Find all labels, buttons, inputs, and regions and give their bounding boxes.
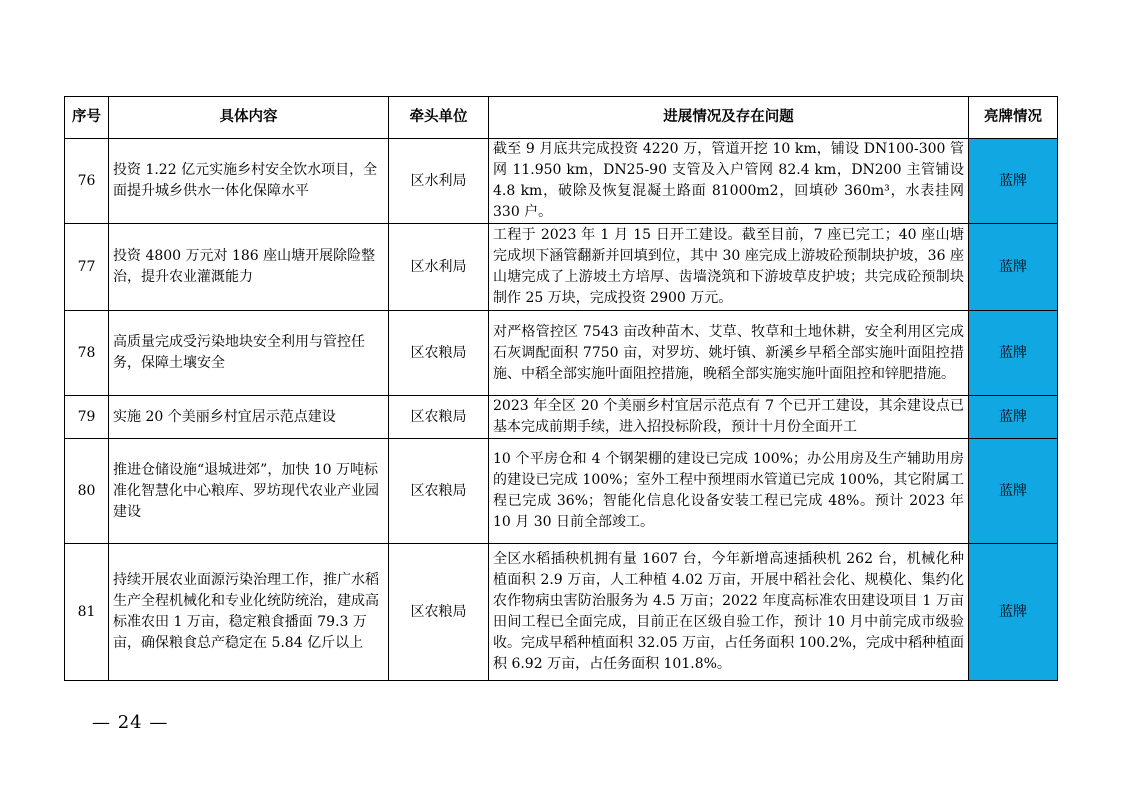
row-progress: 截至 9 月底共完成投资 4220 万，管道开挖 10 km，铺设 DN100-300 管网 11.950 km，DN25-90 支管及入户管网 82.4 km，DN200 主管铺设 4.8 km，破除及恢复混凝土路面 81000m2，回填砂 360m³，水表挂网 330 户。 <box>489 139 969 224</box>
row-content: 高质量完成受污染地块安全利用与管控任务，保障土壤安全 <box>109 311 389 396</box>
row-number: 76 <box>65 139 109 224</box>
status-badge: 蓝牌 <box>969 439 1058 544</box>
row-lead-unit: 区农粮局 <box>389 396 489 439</box>
table-row <box>65 139 1058 224</box>
table-row <box>65 544 1058 681</box>
row-number: 81 <box>65 544 109 681</box>
row-lead-unit: 区农粮局 <box>389 439 489 544</box>
table-header-row <box>65 97 1058 139</box>
status-badge: 蓝牌 <box>969 544 1058 681</box>
header-progress: 进展情况及存在问题 <box>489 97 969 139</box>
header-content: 具体内容 <box>109 97 389 139</box>
row-number: 77 <box>65 224 109 311</box>
row-progress: 2023 年全区 20 个美丽乡村宜居示范点有 7 个已开工建设，其余建设点已基本完成前期手续，进入招投标阶段，预计十月份全面开工 <box>489 396 969 439</box>
status-badge: 蓝牌 <box>969 139 1058 224</box>
row-number: 78 <box>65 311 109 396</box>
row-progress: 对严格管控区 7543 亩改种苗木、艾草、牧草和土地休耕，安全利用区完成石灰调配面积 7750 亩，对罗坊、姚圩镇、新溪乡早稻全部实施叶面阻控措施、中稻全部实施叶面阻控措施，晚稻全部实施实施叶面阻控和锌肥措施。 <box>489 311 969 396</box>
page-number: — 24 — <box>92 712 169 733</box>
header-unit: 牵头单位 <box>389 97 489 139</box>
table-row <box>65 439 1058 544</box>
row-content: 持续开展农业面源污染治理工作，推广水稻生产全程机械化和专业化统防统治，建成高标准农田 1 万亩，稳定粮食播面 79.3 万亩，确保粮食总产稳定在 5.84 亿斤以上 <box>109 544 389 681</box>
header-num: 序号 <box>65 97 109 139</box>
row-progress: 工程于 2023 年 1 月 15 日开工建设。截至目前，7 座已完工；40 座山塘完成坝下涵管翻新并回填到位，其中 30 座完成上游坡砼预制块护坡，36 座山塘完成了上游坡土方培厚、齿墙浇筑和下游坡草皮护坡；共完成砼预制块制作 25 万块，完成投资 2900 万元。 <box>489 224 969 311</box>
status-badge: 蓝牌 <box>969 396 1058 439</box>
row-number: 79 <box>65 396 109 439</box>
row-lead-unit: 区农粮局 <box>389 311 489 396</box>
table-row <box>65 311 1058 396</box>
status-badge: 蓝牌 <box>969 311 1058 396</box>
status-badge: 蓝牌 <box>969 224 1058 311</box>
header-status: 亮牌情况 <box>969 97 1058 139</box>
row-content: 投资 4800 万元对 186 座山塘开展除险整治，提升农业灌溉能力 <box>109 224 389 311</box>
row-lead-unit: 区农粮局 <box>389 544 489 681</box>
progress-table <box>64 96 1058 681</box>
row-progress: 10 个平房仓和 4 个钢架棚的建设已完成 100%；办公用房及生产辅助用房的建设已完成 100%；室外工程中预埋雨水管道已完成 100%，其它附属工程已完成 36%；智能化信息化设备安装工程已完成 48%。预计 2023 年 10 月 30 日前全部竣工。 <box>489 439 969 544</box>
row-progress: 全区水稻插秧机拥有量 1607 台，今年新增高速插秧机 262 台，机械化种植面积 2.9 万亩，人工种植 4.02 万亩，开展中稻社会化、规模化、集约化农作物病虫害防治服务为 4.5 万亩；2022 年度高标准农田建设项目 1 万亩田间工程已全面完成，目前正在区级自验工作，预计 10 月中前完成市级验收。完成早稻种植面积 32.05 万亩，占任务面积 100.2%，完成中稻种植面积 6.92 万亩，占任务面积 101.8%。 <box>489 544 969 681</box>
row-content: 推进仓储设施“退城进郊”，加快 10 万吨标准化智慧化中心粮库、罗坊现代农业产业园建设 <box>109 439 389 544</box>
row-number: 80 <box>65 439 109 544</box>
row-lead-unit: 区水利局 <box>389 139 489 224</box>
table-row <box>65 224 1058 311</box>
table-row <box>65 396 1058 439</box>
row-lead-unit: 区水利局 <box>389 224 489 311</box>
row-content: 实施 20 个美丽乡村宜居示范点建设 <box>109 396 389 439</box>
row-content: 投资 1.22 亿元实施乡村安全饮水项目，全面提升城乡供水一体化保障水平 <box>109 139 389 224</box>
